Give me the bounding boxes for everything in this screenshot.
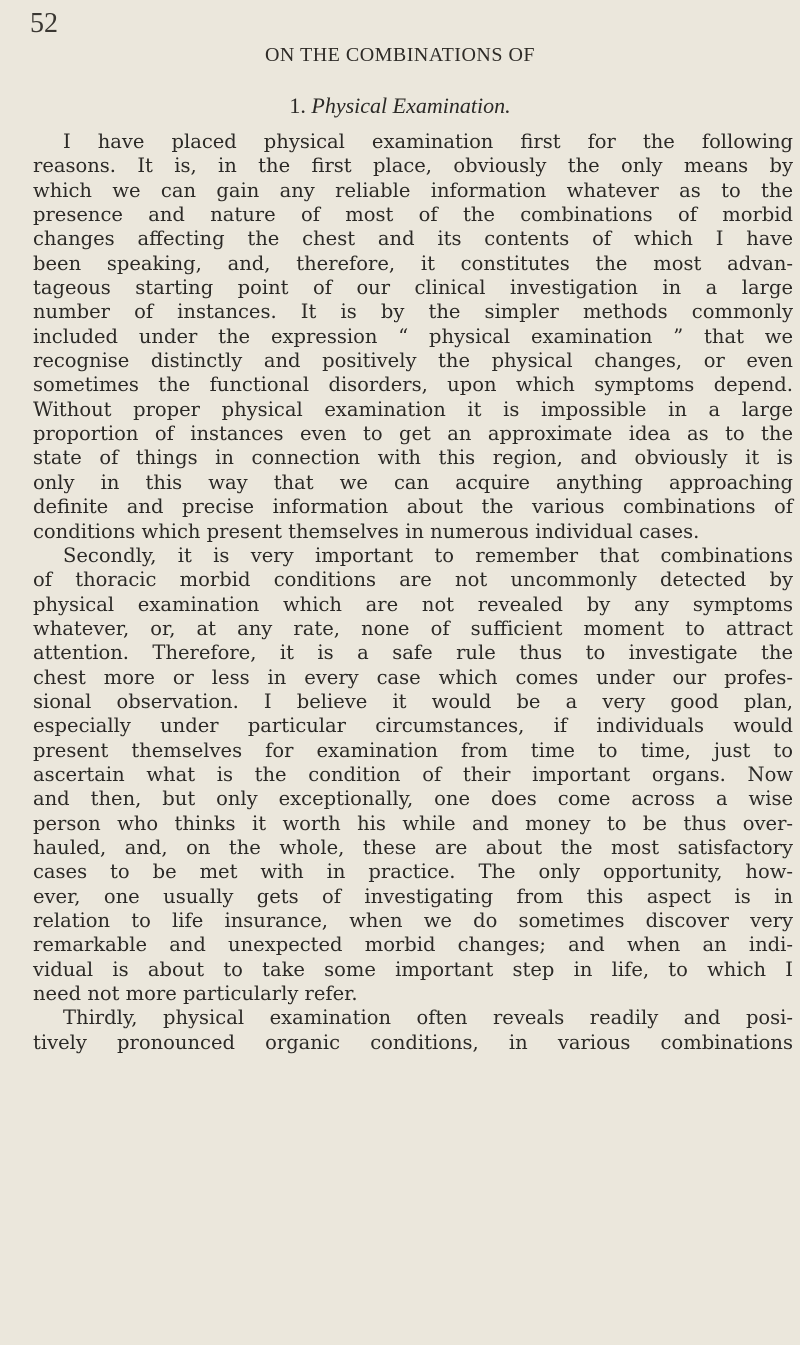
text-line: I have placed physical examination first for the following <box>63 130 793 153</box>
section-title: Physical Examination. <box>311 93 511 118</box>
text-line: especially under particular circumstances, if individuals would <box>33 714 793 738</box>
text-line: proportion of instances even to get an approximate idea as to the <box>33 422 793 446</box>
text-line: whatever, or, at any rate, none of sufficient moment to attract <box>33 616 793 640</box>
text-line: relation to life insurance, when we do sometimes discover very <box>33 909 793 932</box>
section-heading <box>0 93 800 119</box>
text-line: present themselves for examination from time to time, just to <box>33 738 793 762</box>
text-line: vidual is about to take some important step in life, to which I <box>33 957 793 981</box>
text-line: state of things in connection with this region, and obviously it is <box>33 446 793 470</box>
text-line: ascertain what is the condition of their important organs. Now <box>33 762 793 786</box>
text-line: Without proper physical examination it is impossible in a large <box>33 397 793 421</box>
text-line: sometimes the functional disorders, upon which symptoms depend. <box>33 373 793 397</box>
text-line: which we can gain any reliable information whatever as to the <box>33 178 793 202</box>
text-line: Secondly, it is very important to remember that combinations <box>63 543 793 567</box>
text-line: cases to be met with in practice. The only opportunity, how- <box>33 860 793 884</box>
text-line: number of instances. It is by the simpler methods commonly <box>33 300 793 324</box>
text-line: of thoracic morbid conditions are not uncommonly detected by <box>33 568 793 592</box>
text-line: physical examination which are not revealed by any symptoms <box>33 592 793 616</box>
text-line: been speaking, and, therefore, it constitutes the most advan- <box>33 251 793 275</box>
text-line: attention. Therefore, it is a safe rule thus to investigate the <box>33 641 793 665</box>
text-line: reasons. It is, in the first place, obviously the only means by <box>33 154 793 178</box>
text-line: and then, but only exceptionally, one does come across a wise <box>33 787 793 811</box>
text-line: tageous starting point of our clinical investigation in a large <box>33 276 793 300</box>
text-line: recognise distinctly and positively the physical changes, or even <box>33 349 793 373</box>
text-line: person who thinks it worth his while and money to be thus over- <box>33 811 793 835</box>
text-line: ever, one usually gets of investigating from this aspect is in <box>33 884 793 908</box>
text-line: remarkable and unexpected morbid changes; and when an indi- <box>33 933 793 957</box>
text-line: definite and precise information about the various combinations of <box>33 495 793 519</box>
text-line: Thirdly, physical examination often reveals readily and posi- <box>63 1006 793 1030</box>
running-head: ON THE COMBINATIONS OF <box>264 44 536 66</box>
text-line: only in this way that we can acquire anything approaching <box>33 470 793 494</box>
section-number: 1. <box>289 93 306 118</box>
text-line: included under the expression “ physical examination ” that we <box>33 324 793 348</box>
page-number: 52 <box>30 8 58 39</box>
text-line: sional observation. I believe it would be a very good plan, <box>33 689 793 713</box>
body-text <box>33 130 793 1055</box>
text-line: need not more particularly refer. <box>33 982 358 1006</box>
text-line: hauled, and, on the whole, these are about the most satisfactory <box>33 835 793 859</box>
text-line: presence and nature of most of the combinations of morbid <box>33 203 793 227</box>
text-line: chest more or less in every case which comes under our profes- <box>33 665 793 689</box>
text-line: changes affecting the chest and its contents of which I have <box>33 227 793 251</box>
text-line: tively pronounced organic conditions, in various combinations <box>33 1030 793 1054</box>
text-line: conditions which present themselves in numerous individual cases. <box>33 519 700 543</box>
